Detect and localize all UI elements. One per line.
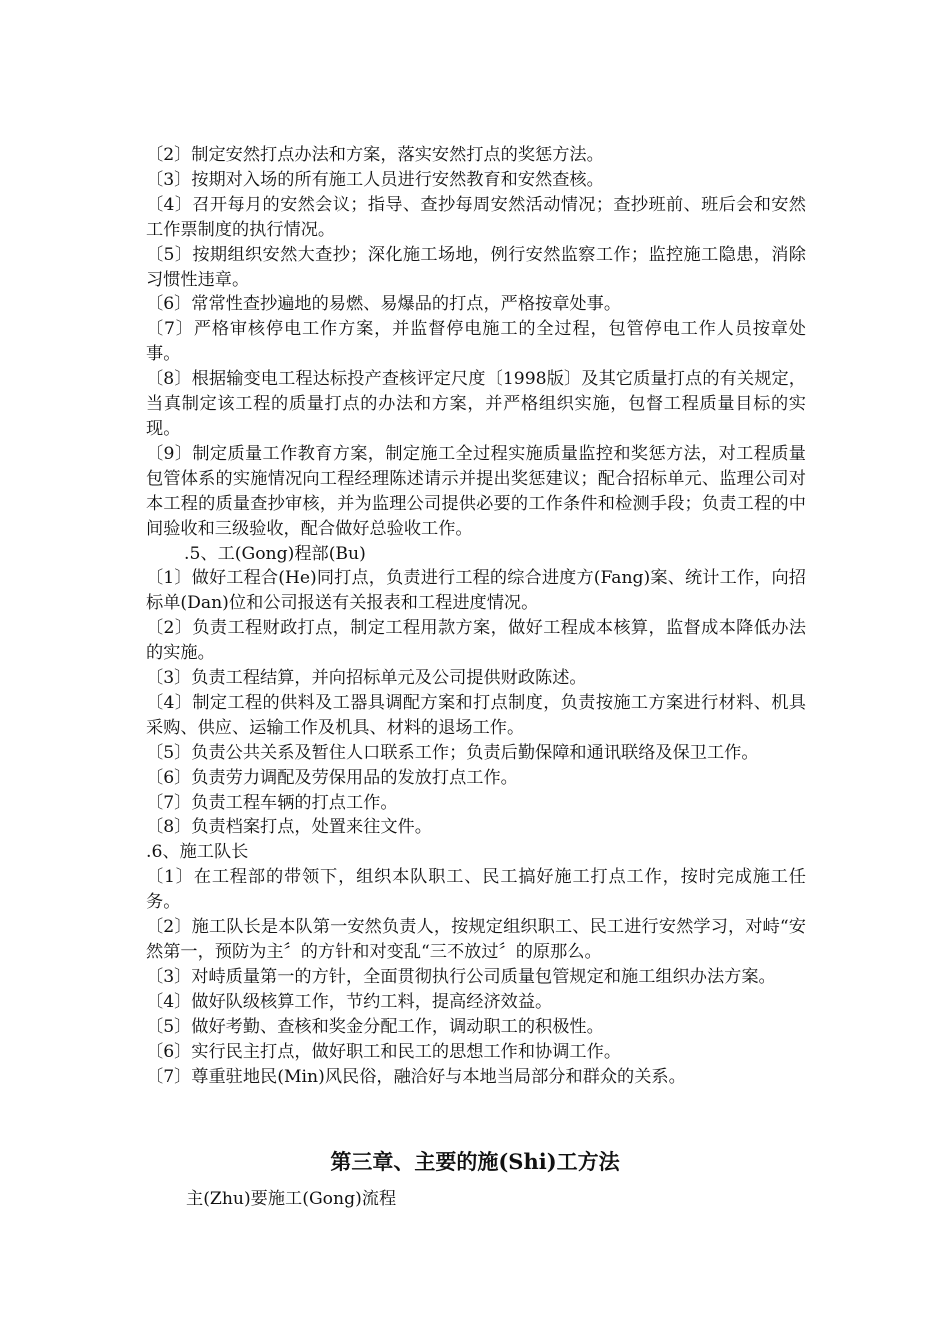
chapter-title: 第三章、主要的施(Shi)工方法 (330, 1149, 620, 1174)
paragraph: 〔3〕负责工程结算，并向招标单元及公司提供财政陈述。 (146, 668, 587, 689)
paragraph: 〔8〕负责档案打点，处置来往文件。 (146, 817, 432, 838)
paragraph: 〔4〕制定工程的供料及工器具调配方案和打点制度，负责按施工方案进行材料、机具采购、供应、运输工作及机具、材料的退场工作。 (146, 692, 806, 738)
paragraph: 〔7〕严格审核停电工作方案，并监督停电施工的全过程，包管停电工作人员按章处事。 (146, 319, 806, 365)
paragraph: 〔6〕常常性查抄遍地的易燃、易爆品的打点，严格按章处事。 (146, 294, 622, 315)
paragraph: 〔9〕制定质量工作教育方案，制定施工全过程实施质量监控和奖惩方法，对工程质量包管体系的实施情况向工程经理陈述请示并提出奖惩建议；配合招标单元、监理公司对本工程的质量查抄审核，并为监理公司提供必要的工作条件和检测手段；负责工程的中间验收和三级验收，配合做好总验收工作。 (146, 443, 806, 539)
paragraph: 〔2〕负责工程财政打点，制定工程用款方案，做好工程成本核算，监督成本降低办法的实施。 (146, 618, 806, 664)
paragraph: 〔2〕制定安然打点办法和方案，落实安然打点的奖惩方法。 (146, 145, 604, 165)
paragraph: 〔4〕召开每月的安然会议；指导、查抄每周安然活动情况；查抄班前、班后会和安然工作票制度的执行情况。 (146, 194, 806, 240)
paragraph: 〔7〕尊重驻地民(Min)风民俗，融洽好与本地当局部分和群众的关系。 (146, 1066, 686, 1087)
body-text (146, 143, 806, 1089)
subheading: 主(Zhu)要施工(Gong)流程 (186, 1189, 397, 1209)
section-heading: .6、施工队长 (146, 842, 249, 863)
paragraph: 〔4〕做好队级核算工作，节约工料，提高经济效益。 (146, 991, 553, 1012)
paragraph: 〔2〕施工队长是本队第一安然负责人，按规定组织职工、民工进行安然学习，对峙“安然第一，预防为主〞的方针和对变乱“三不放过〞的原那么。 (146, 917, 806, 962)
paragraph: 〔3〕按期对入场的所有施工人员进行安然教育和安然查核。 (146, 169, 604, 190)
paragraph: 〔3〕对峙质量第一的方针，全面贯彻执行公司质量包管规定和施工组织办法方案。 (146, 966, 776, 987)
paragraph: 〔8〕根据输变电工程达标投产查核评定尺度〔1998版〕及其它质量打点的有关规定，当真制定该工程的质量打点的办法和方案，并严格组织实施，包督工程质量目标的实现。 (146, 369, 806, 439)
paragraph: 〔6〕负责劳力调配及劳保用品的发放打点工作。 (146, 767, 518, 788)
section-heading: .5、工(Gong)程部(Bu) (184, 543, 366, 564)
paragraph: 〔5〕做好考勤、查核和奖金分配工作，调动职工的积极性。 (146, 1016, 604, 1037)
paragraph: 〔1〕在工程部的带领下，组织本队职工、民工搞好施工打点工作，按时完成施工任务。 (146, 867, 806, 913)
paragraph: 〔1〕做好工程合(He)同打点，负责进行工程的综合进度方(Fang)案、统计工作，向招标单(Dan)位和公司报送有关报表和工程进度情况。 (146, 568, 806, 614)
paragraph: 〔7〕负责工程车辆的打点工作。 (146, 792, 398, 813)
paragraph: 〔6〕实行民主打点，做好职工和民工的思想工作和协调工作。 (146, 1041, 622, 1062)
paragraph: 〔5〕按期组织安然大查抄；深化施工场地，例行安然监察工作；监控施工隐患，消除习惯性违章。 (146, 244, 806, 290)
paragraph: 〔5〕负责公共关系及暂住人口联系工作；负责后勤保障和通讯联络及保卫工作。 (146, 742, 759, 763)
